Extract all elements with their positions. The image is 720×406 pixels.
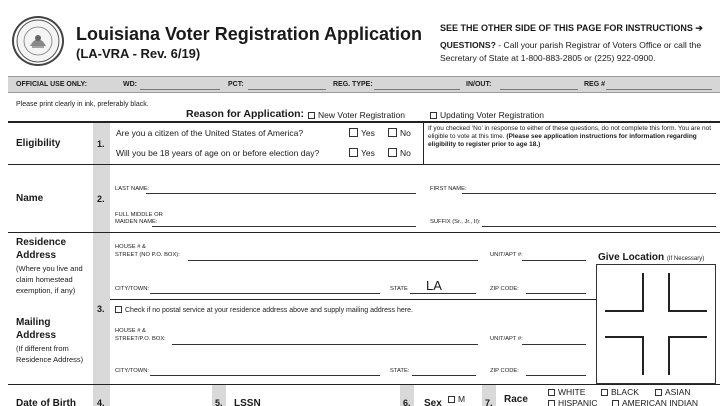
mailing-street-label: STREET/P.O. BOX: xyxy=(115,336,166,342)
residence-city-label: CITY/TOWN: xyxy=(115,286,150,292)
checkbox-icon[interactable] xyxy=(388,128,397,137)
give-location-title xyxy=(598,252,704,263)
state-seal-logo xyxy=(12,16,64,66)
in-out-underline xyxy=(500,89,578,90)
eligibility-number: 1. xyxy=(97,139,105,149)
print-instructions: Please print clearly in ink, preferably black. xyxy=(16,101,149,108)
checkbox-icon[interactable] xyxy=(388,148,397,157)
section-divider-top xyxy=(8,121,720,123)
give-location-map-box[interactable] xyxy=(596,264,716,384)
suffix-input[interactable] xyxy=(482,226,716,227)
give-location-label: Give Location xyxy=(598,252,665,263)
form-code: (LA-VRA - Rev. 6/19) xyxy=(76,46,201,61)
questions-text: - Call your parish Registrar of Voters Office or call the Secretary of State at 1-800-883-2805 or (225) 922-0900. xyxy=(440,40,702,63)
age-no-label: No xyxy=(400,148,411,158)
first-name-input[interactable] xyxy=(462,193,716,194)
sex-number: 6. xyxy=(403,398,411,406)
checkbox-icon[interactable] xyxy=(601,389,608,396)
mailing-number: 3. xyxy=(97,304,105,314)
checkbox-icon[interactable] xyxy=(349,128,358,137)
residence-zip-input[interactable] xyxy=(526,293,586,294)
race-black-label: BLACK xyxy=(611,387,639,397)
pct-underline xyxy=(248,89,326,90)
official-use-label: OFFICIAL USE ONLY: xyxy=(16,81,88,88)
mailing-state-input[interactable] xyxy=(412,375,476,376)
race-asian-option[interactable] xyxy=(655,387,691,397)
age-yes-option[interactable] xyxy=(349,148,375,158)
official-reg-type-field: REG. TYPE: xyxy=(333,81,373,88)
reg-number-underline xyxy=(606,89,712,90)
mailing-sub-line2: Residence Address) xyxy=(16,355,84,364)
reason-label: Reason for Application: xyxy=(186,108,305,120)
official-use-bar xyxy=(8,76,720,93)
checkbox-icon[interactable] xyxy=(548,389,555,396)
checkbox-icon[interactable] xyxy=(430,112,437,119)
race-white-label: WHITE xyxy=(558,387,586,397)
residence-state-value[interactable]: LA xyxy=(426,278,442,293)
questions-contact-info xyxy=(440,39,720,65)
eligibility-note-plain: If you checked ‘No’ in response to either of these questions, do not complete this form. You are not eligible to vote at this time. xyxy=(428,125,712,140)
residence-sub-line1: (Where you live and xyxy=(16,264,83,273)
residence-unit-input[interactable] xyxy=(522,260,586,261)
reason-update-option[interactable] xyxy=(430,110,544,120)
first-name-label: FIRST NAME: xyxy=(430,186,467,192)
mailing-city-label: CITY/TOWN: xyxy=(115,368,150,374)
citizen-yes-option[interactable] xyxy=(349,128,375,138)
official-wd-field: WD: xyxy=(123,81,137,88)
race-hispanic-option[interactable] xyxy=(548,398,598,406)
eligibility-label: Eligibility xyxy=(16,138,61,149)
eligibility-note-bold: (Please see application instructions for information regarding eligibility to register prior to age 18.) xyxy=(428,133,697,148)
citizen-question: Are you a citizen of the United States of America? xyxy=(116,128,304,138)
reg-type-underline xyxy=(374,89,460,90)
race-american-indian-label: AMERICAN INDIAN xyxy=(622,398,699,406)
mailing-unit-input[interactable] xyxy=(522,344,586,345)
mailing-city-input[interactable] xyxy=(150,375,380,376)
citizen-no-option[interactable] xyxy=(388,128,411,138)
eligibility-note-divider xyxy=(423,123,424,164)
section-divider-residence xyxy=(110,299,596,300)
mailing-house-label: HOUSE # & xyxy=(115,328,146,334)
sex-male-label: M xyxy=(458,394,466,404)
checkbox-icon[interactable] xyxy=(308,112,315,119)
see-other-side-note: SEE THE OTHER SIDE OF THIS PAGE FOR INSTRUCTIONS ➔ xyxy=(440,23,703,33)
dob-label: Date of Birth xyxy=(16,398,76,406)
last-name-label: LAST NAME: xyxy=(115,186,150,192)
mailing-state-label: STATE: xyxy=(390,368,410,374)
checkbox-icon[interactable] xyxy=(655,389,662,396)
middle-name-label-line1: FULL MIDDLE OR xyxy=(115,212,163,218)
official-in-out-field: IN/OUT: xyxy=(466,81,492,88)
residence-city-input[interactable] xyxy=(150,293,380,294)
residence-sub-line3: exemption, if any) xyxy=(16,286,76,295)
no-postal-service-text: Check if no postal service at your residence address above and supply mailing address here. xyxy=(125,307,413,314)
age-yes-label: Yes xyxy=(361,148,375,158)
residence-zip-label: ZIP CODE: xyxy=(490,286,519,292)
residence-label-line1: Residence xyxy=(16,237,67,248)
residence-state-label: STATE xyxy=(390,286,408,292)
official-pct-field: PCT: xyxy=(228,81,244,88)
residence-state-input[interactable] xyxy=(410,293,476,294)
form-title: Louisiana Voter Registration Application xyxy=(76,24,423,44)
sex-male-option[interactable] xyxy=(448,394,465,404)
dob-number: 4. xyxy=(97,398,105,406)
mailing-street-input[interactable] xyxy=(172,344,478,345)
citizen-no-label: No xyxy=(400,128,411,138)
checkbox-icon[interactable] xyxy=(349,148,358,157)
ssn-number: 5. xyxy=(215,398,223,406)
race-american-indian-option[interactable] xyxy=(612,398,698,406)
no-postal-service-option[interactable] xyxy=(115,306,413,314)
residence-street-input[interactable] xyxy=(188,260,478,261)
mailing-unit-label: UNIT/APT #: xyxy=(490,336,523,342)
residence-unit-label: UNIT/APT #: xyxy=(490,252,523,258)
race-label: Race xyxy=(504,394,528,405)
intersection-diagram-icon xyxy=(597,265,715,383)
age-question: Will you be 18 years of age on or before election day? xyxy=(116,148,320,158)
middle-name-input[interactable] xyxy=(152,226,416,227)
checkbox-icon[interactable] xyxy=(548,400,555,406)
mailing-zip-label: ZIP CODE: xyxy=(490,368,519,374)
race-number: 7. xyxy=(485,398,493,406)
middle-name-label-line2: MAIDEN NAME: xyxy=(115,219,158,225)
race-black-option[interactable] xyxy=(601,387,639,397)
section-divider-name xyxy=(8,232,720,233)
eligibility-note xyxy=(428,125,720,149)
race-white-option[interactable] xyxy=(548,387,585,397)
wd-underline xyxy=(140,89,220,90)
checkbox-icon[interactable] xyxy=(448,396,455,403)
last-name-input[interactable] xyxy=(146,193,416,194)
residence-house-label: HOUSE # & xyxy=(115,244,146,250)
name-section-label: Name xyxy=(16,193,44,204)
residence-sub-line2: claim homestead xyxy=(16,275,73,284)
mailing-label-line2: Address xyxy=(16,330,57,341)
ssn-label: LSSN xyxy=(234,398,261,406)
race-hispanic-label: HISPANIC xyxy=(558,398,598,406)
reason-new-label: New Voter Registration xyxy=(318,110,405,120)
sex-label: Sex xyxy=(424,398,442,406)
age-no-option[interactable] xyxy=(388,148,411,158)
name-section-number: 2. xyxy=(97,194,105,204)
mailing-sub-line1: (If different from xyxy=(16,344,69,353)
reason-update-label: Updating Voter Registration xyxy=(440,110,544,120)
race-asian-label: ASIAN xyxy=(665,387,691,397)
questions-label: QUESTIONS? xyxy=(440,40,496,50)
checkbox-icon[interactable] xyxy=(612,400,619,406)
citizen-yes-label: Yes xyxy=(361,128,375,138)
give-location-note: (If Necessary) xyxy=(666,256,705,262)
residence-label-line2: Address xyxy=(16,250,57,261)
section-divider-eligibility xyxy=(8,164,720,165)
official-reg-number-field: REG # xyxy=(584,81,606,88)
checkbox-icon[interactable] xyxy=(115,306,122,313)
suffix-label: SUFFIX (Sr., Jr., II): xyxy=(430,219,481,225)
reason-new-option[interactable] xyxy=(308,110,405,120)
mailing-zip-input[interactable] xyxy=(526,375,586,376)
residence-street-label: STREET (NO P.O. BOX): xyxy=(115,252,180,258)
mailing-label-line1: Mailing xyxy=(16,317,51,328)
